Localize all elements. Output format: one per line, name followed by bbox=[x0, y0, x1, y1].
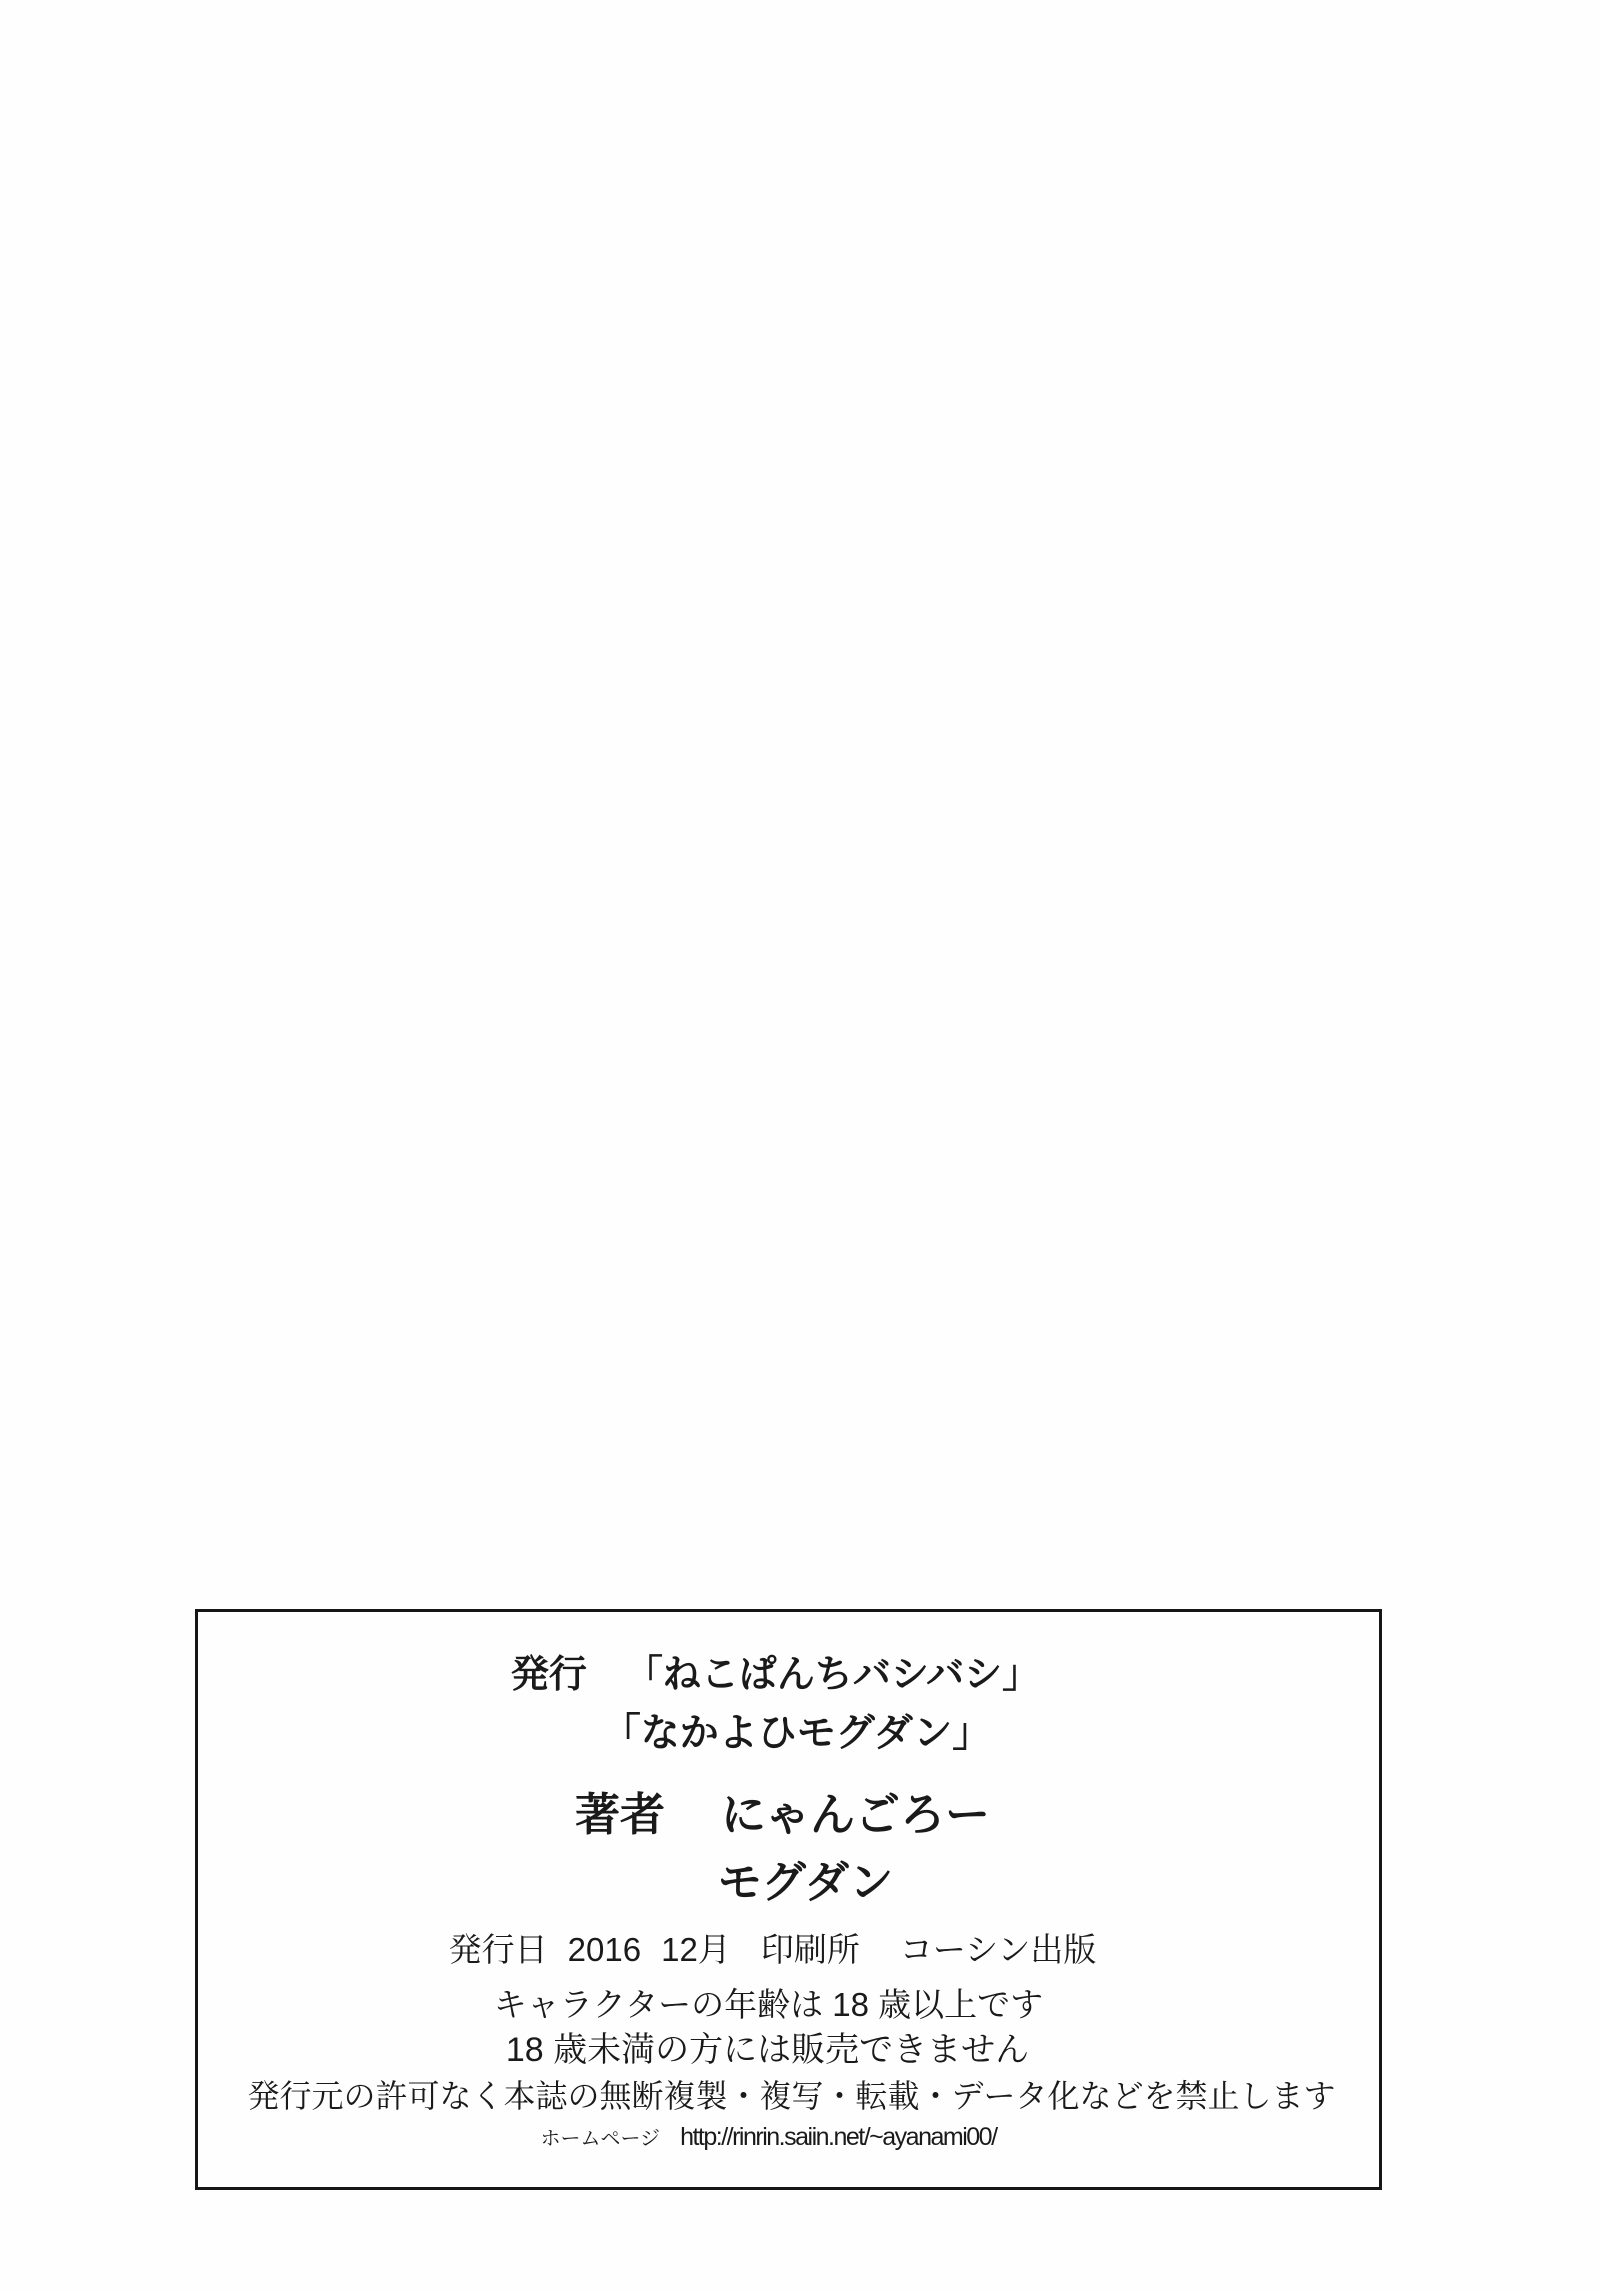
age-statement: キャラクターの年齢は 18 歳以上です bbox=[493, 1986, 1044, 2023]
author-name-secondary: モグダン bbox=[717, 1858, 894, 1907]
homepage-label: ホームページ bbox=[540, 2128, 661, 2150]
author-line bbox=[192, 1788, 1373, 1842]
colophon-box bbox=[195, 1609, 1382, 2190]
circle-line bbox=[206, 1710, 1387, 1757]
homepage-url: http://rinrin.saiin.net/~ayanami00/ bbox=[680, 2123, 997, 2151]
publication-line bbox=[182, 1930, 1363, 1970]
copyright-notice: 発行元の許可なく本誌の無断複製・複写・転載・データ化などを禁止します bbox=[247, 2078, 1336, 2114]
circle-name-secondary: 「なかよひモグダン」 bbox=[601, 1712, 992, 1755]
publication-year: 2016 bbox=[567, 1931, 642, 1968]
sale-restriction-line bbox=[177, 2030, 1358, 2071]
copyright-notice-line bbox=[201, 2076, 1382, 2116]
publication-month: 12月 bbox=[661, 1931, 731, 1968]
publication-date-label: 発行日 bbox=[448, 1931, 548, 1968]
sale-restriction: 18 歳未満の方には販売できません bbox=[505, 2031, 1030, 2069]
publisher-label: 発行 bbox=[510, 1654, 587, 1696]
author-name-primary: にゃんごろー bbox=[720, 1790, 991, 1840]
publisher-line bbox=[185, 1652, 1366, 1698]
printer-label: 印刷所 bbox=[760, 1931, 860, 1968]
author-label: 著者 bbox=[574, 1790, 665, 1840]
age-statement-line bbox=[178, 1985, 1359, 2025]
printer-name: コーシン出版 bbox=[899, 1931, 1097, 1968]
author-alias-line bbox=[215, 1856, 1396, 1909]
homepage-line bbox=[178, 2122, 1359, 2154]
circle-name-primary: 「ねこぱんちバシバシ」 bbox=[624, 1654, 1041, 1696]
